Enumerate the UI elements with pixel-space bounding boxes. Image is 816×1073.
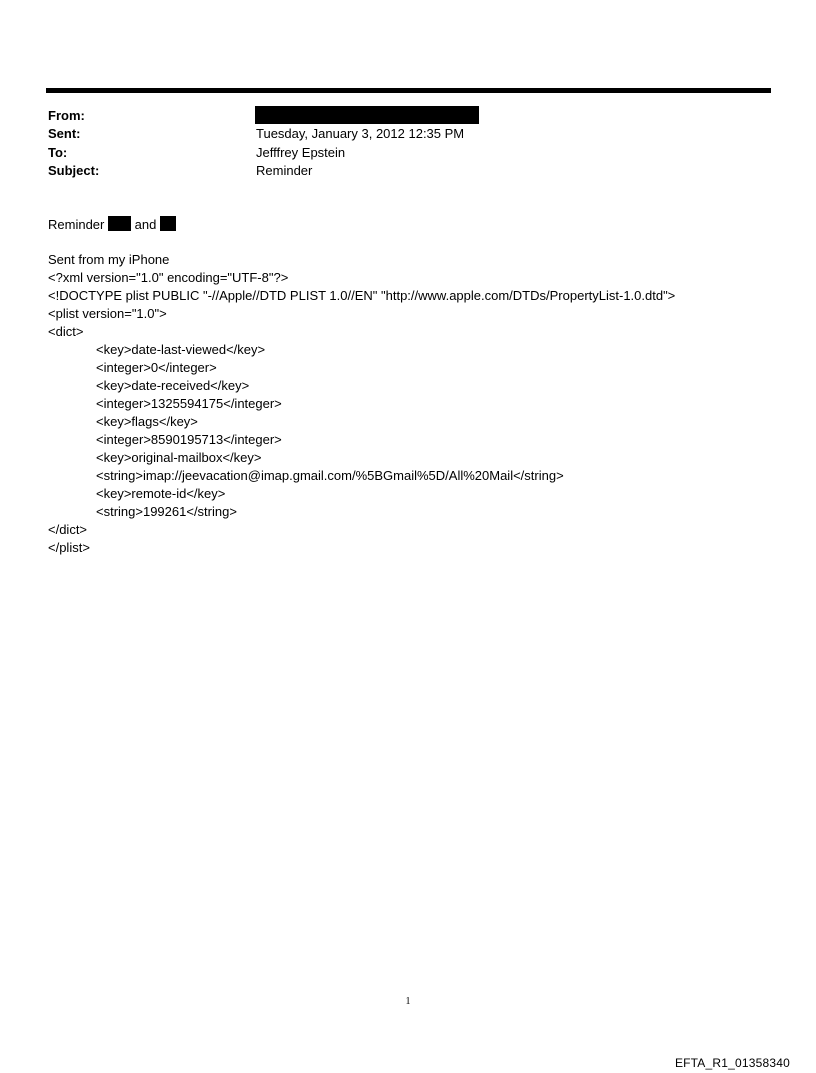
reminder-prefix: Reminder (48, 217, 105, 232)
redacted-name-1 (108, 216, 131, 231)
body-line: <dict> (48, 324, 84, 339)
body-line: <key>flags</key> (96, 414, 198, 429)
body-line: <key>date-last-viewed</key> (96, 342, 266, 357)
body-line: <key>original-mailbox</key> (96, 450, 262, 465)
body-line: <integer>1325594175</integer> (96, 396, 282, 411)
body-line: <key>date-received</key> (96, 378, 250, 393)
sent-label: Sent: (48, 126, 81, 141)
body-line: <integer>8590195713</integer> (96, 432, 282, 447)
subject-value: Reminder (256, 163, 313, 178)
from-label: From: (48, 108, 85, 123)
to-label: To: (48, 145, 68, 160)
reminder-line (48, 216, 176, 232)
sent-value: Tuesday, January 3, 2012 12:35 PM (256, 126, 465, 141)
body-line: Sent from my iPhone (48, 252, 170, 267)
body-line: </dict> (48, 522, 88, 537)
body-line: <string>imap://jeevacation@imap.gmail.com/%5BGmail%5D/All%20Mail</string> (96, 468, 564, 483)
body-line: <key>remote-id</key> (96, 486, 226, 501)
body-line: </plist> (48, 540, 90, 555)
to-value: Jefffrey Epstein (256, 145, 346, 160)
body-line: <plist version="1.0"> (48, 306, 167, 321)
body-line: <?xml version="1.0" encoding="UTF-8"?> (48, 270, 289, 285)
header-divider (46, 88, 771, 93)
body-line: <string>199261</string> (96, 504, 237, 519)
body-line: <integer>0</integer> (96, 360, 217, 375)
bates-number: EFTA_R1_01358340 (674, 1056, 790, 1070)
redacted-name-2 (160, 216, 176, 231)
redacted-from-value (255, 106, 479, 124)
reminder-and: and (134, 217, 157, 232)
body-line: <!DOCTYPE plist PUBLIC "-//Apple//DTD PLIST 1.0//EN" "http://www.apple.com/DTDs/PropertyList-1.0.dtd"> (48, 288, 676, 303)
page-number: 1 (405, 996, 411, 1007)
subject-label: Subject: (48, 163, 100, 178)
